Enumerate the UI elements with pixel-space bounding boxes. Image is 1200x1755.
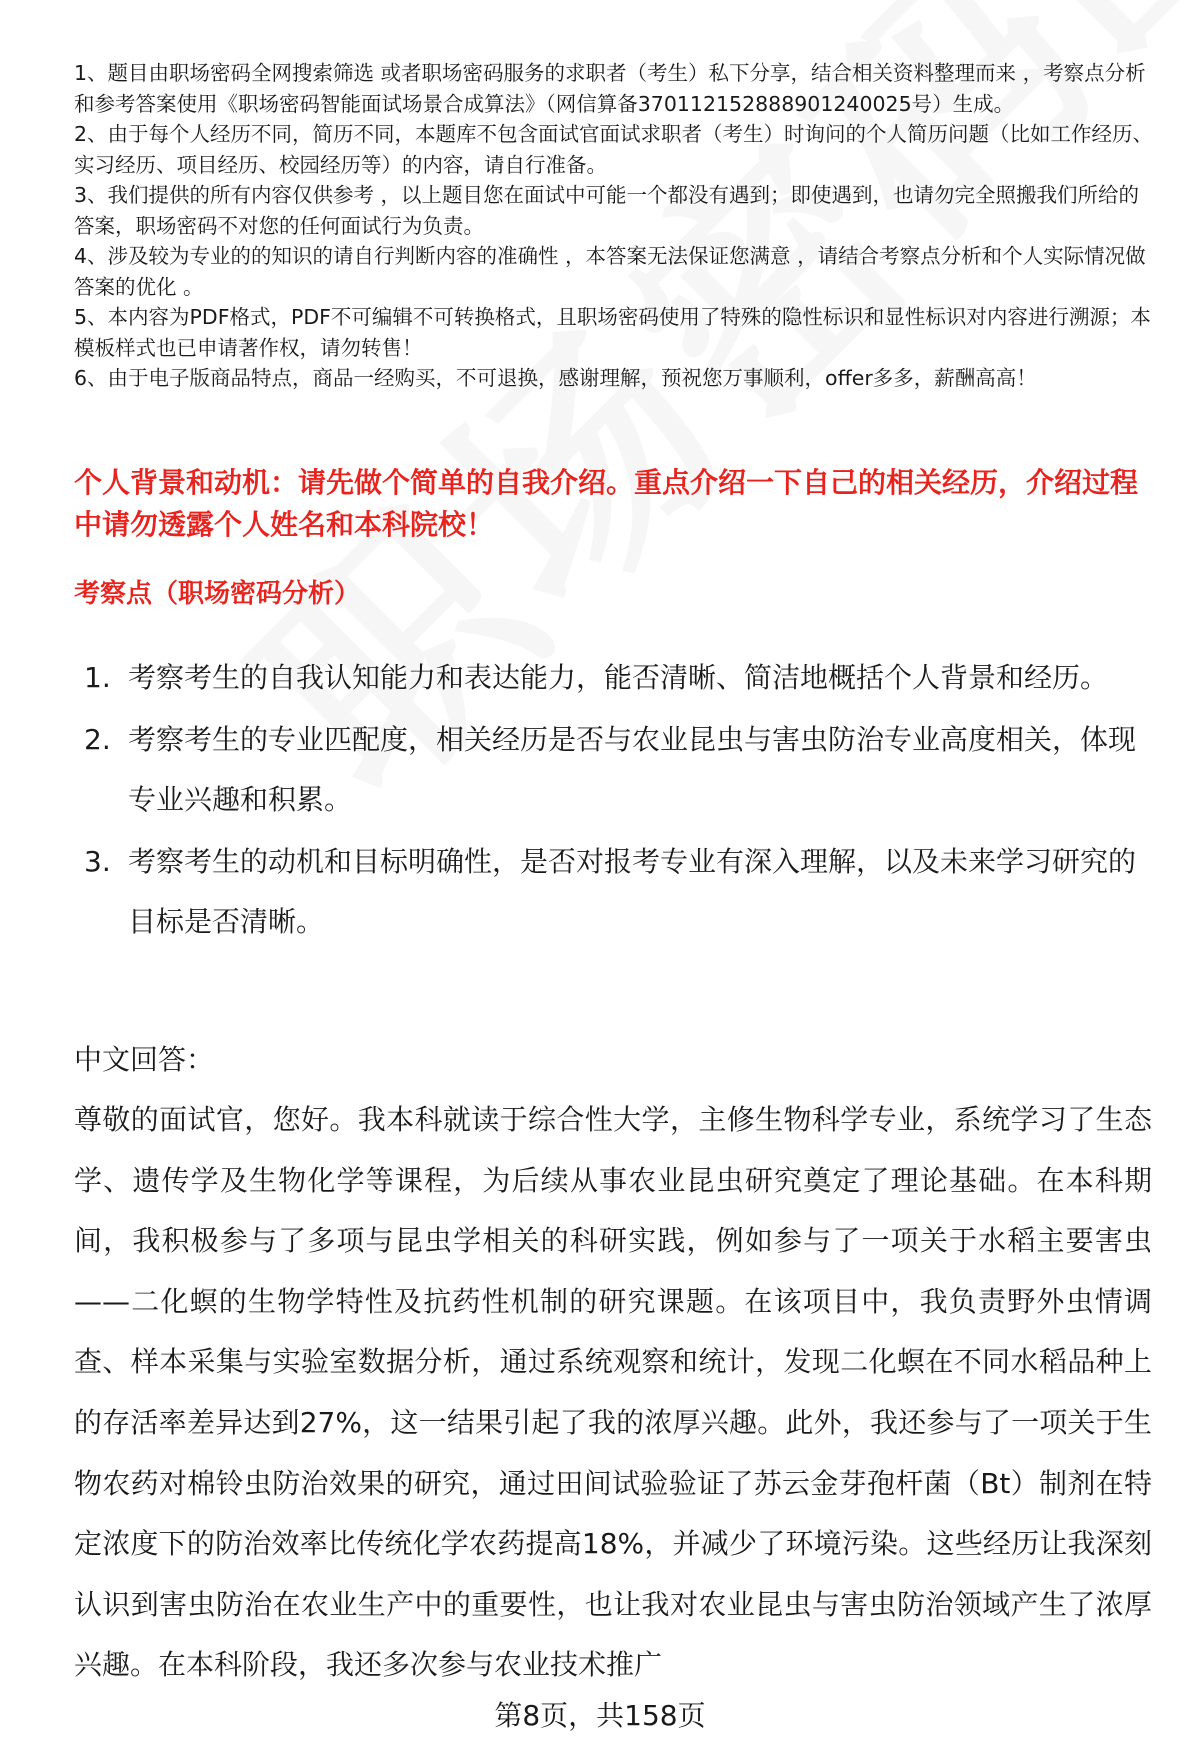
point-number: 2. (84, 723, 111, 756)
analysis-point (74, 710, 1154, 830)
analysis-point (74, 648, 1154, 708)
notice-item: 3、我们提供的所有内容仅供参考 ，以上题目您在面试中可能一个都没有遇到；即使遇到，也请勿完全照搬我们所给的答案，职场密码不对您的任何面试行为负责。 (74, 183, 1140, 238)
question-heading: 个人背景和动机：请先做个简单的自我介绍。重点介绍一下自己的相关经历，介绍过程中请勿透露个人姓名和本科院校！ (74, 466, 1139, 541)
point-text: 考察考生的动机和目标明确性，是否对报考专业有深入理解，以及未来学习研究的目标是否清晰。 (128, 845, 1137, 938)
page-number: 第8页，共158页 (494, 1699, 706, 1732)
point-number: 1. (84, 661, 111, 694)
point-text: 考察考生的自我认知能力和表达能力，能否清晰、简洁地概括个人背景和经历。 (128, 661, 1109, 694)
answer-label: 中文回答： (74, 1043, 215, 1076)
point-number: 3. (84, 845, 111, 878)
notice-item: 1、题目由职场密码全网搜索筛选 或者职场密码服务的求职者（考生）私下分享，结合相关资料整理而来 ，考察点分析和参考答案使用《职场密码智能面试场景合成算法》（网信算备370112152888901240025号）生成。 (74, 61, 1146, 116)
answer-text: 尊敬的面试官，您好。我本科就读于综合性大学，主修生物科学专业，系统学习了生态学、遗传学及生物化学等课程，为后续从事农业昆虫研究奠定了理论基础。在本科期间，我积极参与了多项与昆虫学相关的科研实践，例如参与了一项关于水稻主要害虫——二化螟的生物学特性及抗药性机制的研究课题。在该项目中，我负责野外虫情调查、样本采集与实验室数据分析，通过系统观察和统计，发现二化螟在不同水稻品种上的存活率差异达到27%，这一结果引起了我的浓厚兴趣。此外，我还参与了一项关于生物农药对棉铃虫防治效果的研究，通过田间试验验证了苏云金芽孢杆菌（Bt）制剂在特定浓度下的防治效率比传统化学农药提高18%，并减少了环境污染。这些经历让我深刻认识到害虫防治在农业生产中的重要性，也让我对农业昆虫与害虫防治领域产生了浓厚兴趣。在本科阶段，我还多次参与农业技术推广 (74, 1103, 1152, 1682)
notice-item: 6、由于电子版商品特点，商品一经购买，不可退换，感谢理解，预祝您万事顺利，offer多多，薪酬高高！ (74, 366, 1037, 390)
notice-item: 2、由于每个人经历不同，简历不同，本题库不包含面试官面试求职者（考生）时询问的个人简历问题（比如工作经历、实习经历、项目经历、校园经历等）的内容，请自行准备。 (74, 122, 1154, 177)
notice-item: 5、本内容为PDF格式，PDF不可编辑不可转换格式，且职场密码使用了特殊的隐性标识和显性标识对内容进行溯源；本模板样式也已申请著作权，请勿转售！ (74, 305, 1151, 360)
analysis-points (74, 648, 1154, 954)
analysis-heading: 考察点（职场密码分析） (74, 579, 361, 609)
notice-list (74, 58, 1154, 394)
analysis-point (74, 832, 1154, 952)
notice-item: 4、涉及较为专业的的知识的请自行判断内容的准确性 ，本答案无法保证您满意 ，请结合考察点分析和个人实际情况做答案的优化 。 (74, 244, 1146, 299)
point-text: 考察考生的专业匹配度，相关经历是否与农业昆虫与害虫防治专业高度相关，体现专业兴趣和积累。 (128, 723, 1137, 816)
